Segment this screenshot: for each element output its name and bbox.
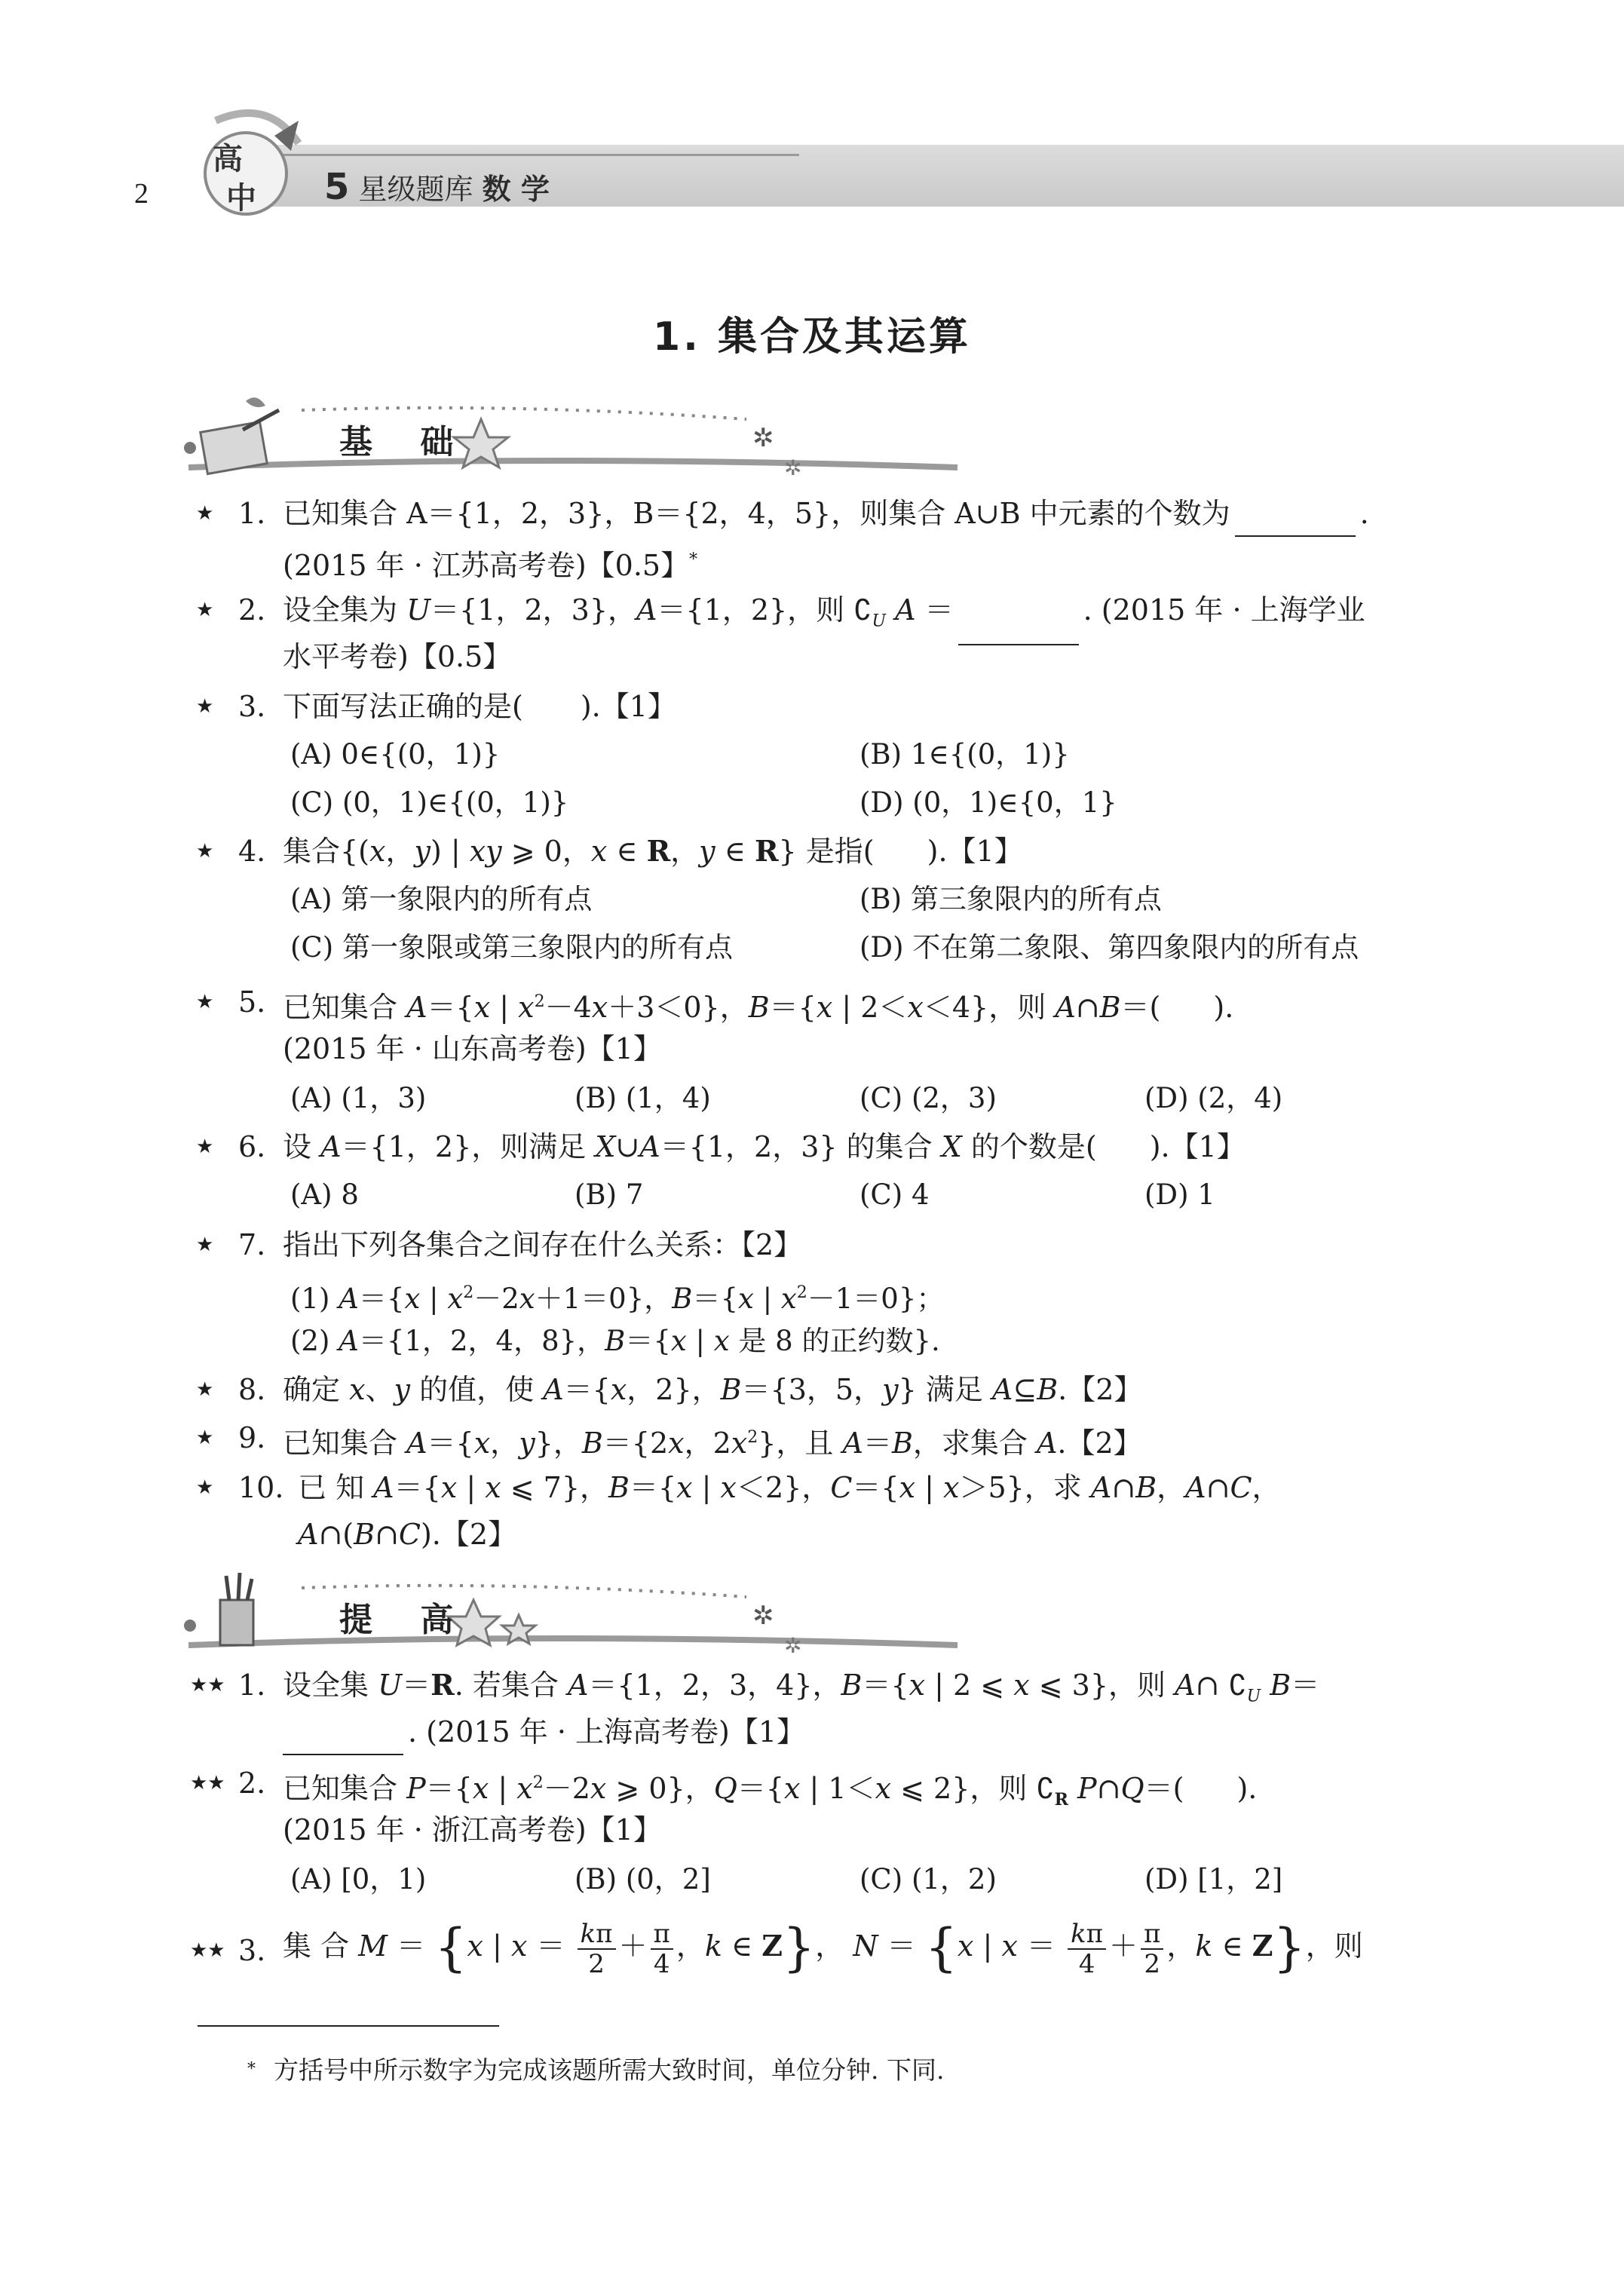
series-title: 星级题库 xyxy=(358,173,473,206)
option-d: (D) 1 xyxy=(1144,1178,1215,1211)
option-b: (B) 7 xyxy=(575,1178,644,1211)
question-source xyxy=(283,537,1429,589)
footnote xyxy=(247,2051,944,2086)
question-text: 集 合 M ＝ {x | x ＝ $\frac{k\pi}{2}$ ＋ $\frac{\pi}{4}$ ，k ∈ Z}， N ＝ {x | x ＝ $\frac{k\pi}{4}$ ＋ $\frac{\pi}{2}$ ，k ∈ Z}，则 xyxy=(283,1918,1363,1979)
svg-text:✲: ✲ xyxy=(784,1633,802,1658)
option-c: (C) 第一象限或第三象限内的所有点 xyxy=(290,931,733,964)
option-d: (D) (0，1)∈{0，1} xyxy=(859,786,1117,819)
question-text: 下面写法正确的是( ).【1】 xyxy=(283,690,676,723)
question-number: 3. xyxy=(238,690,266,723)
question-source: (2015 年 · 山东高考卷)【1】 xyxy=(283,1032,662,1065)
question-number: 7. xyxy=(238,1228,266,1261)
difficulty-star-icon: ★ xyxy=(196,840,214,863)
question-number: 5. xyxy=(238,985,266,1019)
basic-section-banner xyxy=(173,392,973,483)
difficulty-star-icon: ★ xyxy=(196,1476,214,1499)
option-c: (C) 4 xyxy=(859,1178,930,1211)
sub-question-1: (1) A＝{x | $x^2-2x+1=0$}，B＝{x | $x^2-1=0$}； xyxy=(290,1283,945,1315)
difficulty-star-icon: ★ xyxy=(196,1378,214,1401)
option-d: (D) 不在第二象限、第四象限内的所有点 xyxy=(859,931,1359,964)
series-name xyxy=(324,166,550,208)
option-c: (C) (0，1)∈{(0，1)} xyxy=(290,786,569,819)
difficulty-stars-icon: ★★ xyxy=(190,1939,225,1962)
option-d: (D) [1，2] xyxy=(1144,1863,1283,1896)
difficulty-star-icon: ★ xyxy=(196,1427,214,1449)
question-text-line2: A∩(B∩C).【2】 xyxy=(298,1518,517,1551)
difficulty-star-icon: ★ xyxy=(196,695,214,718)
question-number: 2. xyxy=(238,593,266,627)
question-number: 8. xyxy=(238,1373,266,1406)
option-b: (B) (1，4) xyxy=(575,1082,711,1114)
option-b: (B) 第三象限内的所有点 xyxy=(859,883,1162,915)
question-stem: 已知集合 A＝{1，2，3}，B＝{2，4，5}，则集合 A∪B 中元素的个数为 xyxy=(283,497,1230,530)
advanced-banner-graphic xyxy=(173,1570,973,1660)
question-text: 集合{(x，y) | xy ⩾ 0，x ∈ R，y ∈ R} 是指( ).【1】 xyxy=(283,834,1023,868)
option-d: (D) (2，4) xyxy=(1144,1082,1283,1114)
footnote-text: 方括号中所示数字为完成该题所需大致时间，单位分钟. 下同. xyxy=(274,2055,945,2085)
difficulty-stars-icon: ★★ xyxy=(190,1674,225,1696)
series-logo xyxy=(185,90,321,219)
series-subject: 数 学 xyxy=(482,173,550,206)
question-text xyxy=(283,490,1429,537)
section-title: 1. 集合及其运算 xyxy=(652,314,972,360)
sub-question-2: (2) A＝{1，2，4，8}，B＝{x | x 是 8 的正约数}. xyxy=(290,1325,940,1357)
question-text: 已知集合 A＝{x | $x^2-4x+3<0$}，B＝{x | 2＜x＜4}，则 A∩B＝( ). xyxy=(283,991,1234,1024)
footnote-mark: * xyxy=(247,2060,256,2079)
question-source xyxy=(283,1709,1429,1755)
option-a: (A) (1，3) xyxy=(290,1082,427,1114)
option-b: (B) (0，2] xyxy=(575,1863,711,1896)
question-number: 4. xyxy=(238,835,266,868)
question-number: 1. xyxy=(238,497,266,530)
answer-blank xyxy=(283,1724,403,1755)
svg-text:✲: ✲ xyxy=(784,455,802,480)
header-rule xyxy=(271,154,799,156)
option-a: (A) 8 xyxy=(290,1178,359,1211)
question-text: 确定 x、y 的值，使 A＝{x，2}，B＝{3，5，y} 满足 A⊆B.【2】 xyxy=(283,1373,1143,1406)
question-end: . xyxy=(1359,497,1369,530)
question-text: 已 知 A＝{x | x ⩽ 7}，B＝{x | x＜2}，C＝{x | x＞5}，求 A∩B，A∩C， xyxy=(298,1471,1281,1504)
difficulty-star-icon: ★ xyxy=(196,991,214,1013)
difficulty-stars-icon: ★★ xyxy=(190,1772,225,1794)
answer-blank xyxy=(1235,505,1356,537)
question-source: (2015 年 · 浙江高考卷)【1】 xyxy=(283,1813,662,1846)
difficulty-star-icon: ★ xyxy=(196,1135,214,1158)
difficulty-star-icon: ★ xyxy=(196,502,214,525)
advanced-section-label: 提 高 xyxy=(339,1601,472,1639)
option-a: (A) 0∈{(0，1)} xyxy=(290,738,501,771)
logo-char-gao: 高 xyxy=(213,142,243,176)
difficulty-star-icon: ★ xyxy=(196,599,214,621)
basic-section-label: 基 础 xyxy=(339,423,472,461)
question-source: 水平考卷)【0.5】 xyxy=(283,640,512,673)
option-c: (C) (2，3) xyxy=(859,1082,997,1114)
question-text: 设全集为 U＝{1，2，3}，A＝{1，2}，则 $∁_U$ A ＝ . (2015 年 · 上海学业 xyxy=(283,587,1429,645)
page-number: 2 xyxy=(134,178,149,210)
advanced-section-banner xyxy=(173,1570,973,1660)
option-a: (A) 第一象限内的所有点 xyxy=(290,883,593,915)
question-number: 1. xyxy=(238,1669,266,1702)
question-number: 6. xyxy=(238,1130,266,1163)
svg-text:✲: ✲ xyxy=(752,1601,774,1631)
question-text: 设全集 U＝R. 若集合 A＝{1，2，3，4}，B＝{x | 2 ⩽ x ⩽ 3}，则 A∩ $∁_U$ B＝ xyxy=(283,1668,1320,1706)
source-text: . (2015 年 · 上海高考卷)【1】 xyxy=(408,1715,806,1748)
question-text: 已知集合 P＝{x | $x^2-2x$ ⩾ 0}，Q＝{x | 1＜x ⩽ 2}，则 $∁_R$ P∩Q＝( ). xyxy=(283,1772,1258,1810)
option-b: (B) 1∈{(0，1)} xyxy=(859,738,1070,771)
logo-char-zhong: 中 xyxy=(226,181,256,216)
source-text: (2015 年 · 江苏高考卷)【0.5】 xyxy=(283,549,690,582)
option-a: (A) [0，1) xyxy=(290,1863,427,1896)
option-c: (C) (1，2) xyxy=(859,1863,997,1896)
question-number: 9. xyxy=(238,1421,266,1454)
footnote-rule xyxy=(198,2025,499,2027)
question-number: 10. xyxy=(238,1471,284,1504)
question-text: 设 A＝{1，2}，则满足 X∪A＝{1，2，3} 的集合 X 的个数是( ).【1】 xyxy=(283,1130,1246,1163)
question-text: 已知集合 A＝{x，y}，B＝{2x，$2x^2$}，且 A＝B，求集合 A.【2】 xyxy=(283,1427,1142,1460)
basic-banner-graphic xyxy=(173,392,973,483)
difficulty-star-icon: ★ xyxy=(196,1234,214,1256)
question-number: 3. xyxy=(238,1934,266,1967)
footnote-ref-mark: * xyxy=(689,550,698,569)
svg-text:✲: ✲ xyxy=(752,423,774,453)
question-number: 2. xyxy=(238,1767,266,1800)
series-five: 5 xyxy=(324,166,350,208)
question-text: 指出下列各集合之间存在什么关系：【2】 xyxy=(283,1228,803,1261)
